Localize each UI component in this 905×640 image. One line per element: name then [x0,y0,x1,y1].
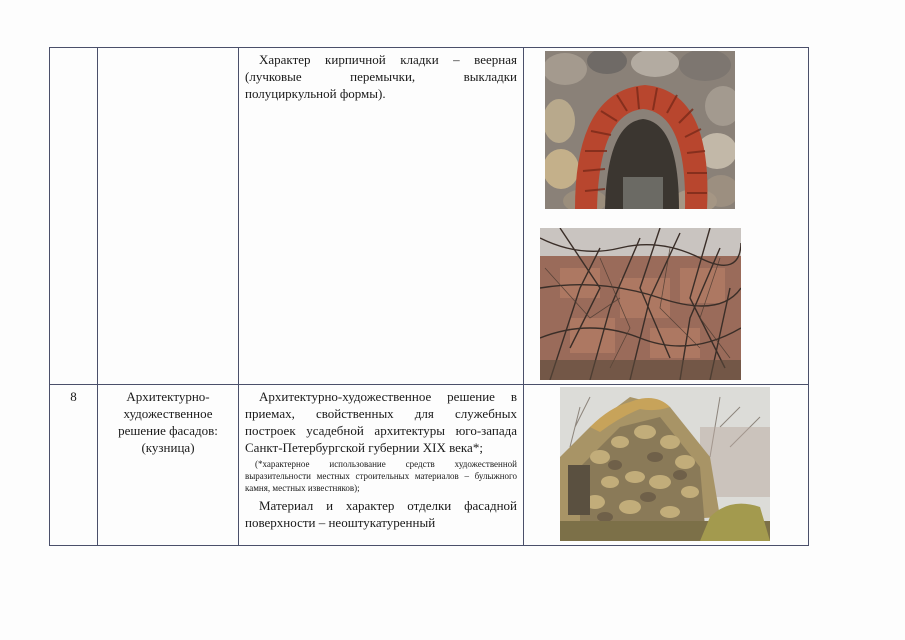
table-row [50,385,809,546]
brick-arch-photo [545,51,735,209]
row-name-cell [98,48,239,385]
description-paragraph: Архитектурно-художественное решение в приемах, свойственных для служебных построек усадебной архитектуры юго-запада Санкт-Петербургской губернии XIX века*; [245,389,517,455]
description-paragraph: Характер кирпичной кладки – веерная (лучковые перемычки, выкладки полуциркульной формы). [245,52,517,101]
row-description-cell [239,48,524,385]
row-number-cell [50,385,98,546]
row-photos-cell [524,385,809,546]
row-photos-cell [524,48,809,385]
row-name: Архитектурно-художественное решение фасадов: (кузница) [118,389,218,455]
row-number: 8 [70,389,77,404]
overgrown-ruins-photo [540,228,741,380]
table-row [50,48,809,385]
row-description-cell [239,385,524,546]
row-name-cell [98,385,239,546]
monument-features-table [49,47,809,546]
row-number-cell [50,48,98,385]
description-footnote: (*характерное использование средств художественной выразительности местных строительных материалов – булыжного камня, местных известняков); [245,459,517,493]
stone-smithy-ruins-photo [560,387,770,541]
description-paragraph: Материал и характер отделки фасадной поверхности – неоштукатуренный [245,498,517,530]
